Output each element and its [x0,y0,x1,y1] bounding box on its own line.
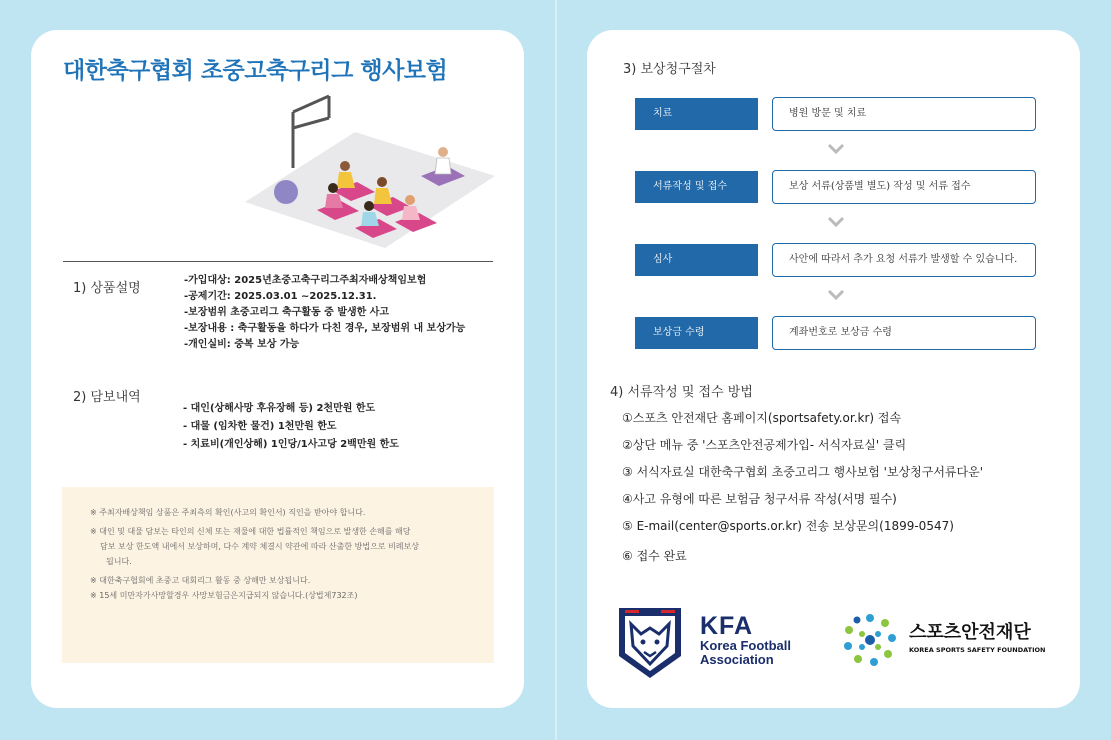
product-line: -가입대상: 2025년초중고축구리그주최자배상책임보험 [184,275,427,286]
step-review-desc: 사안에 따라서 추가 요청 서류가 발생할 수 있습니다. [772,243,1036,277]
page-fold-divider [555,0,557,740]
page-title: 대한축구협회 초중고축구리그 행사보험 [63,58,448,84]
product-line: -개인실비: 중복 보상 가능 [184,339,300,350]
yoga-class-illustration [245,88,495,248]
step-payment-label: 보상금 수령 [635,317,758,349]
left-panel [31,30,524,708]
step-payment-desc: 계좌번호로 보상금 수령 [772,316,1036,350]
submission-method-heading: 4) 서류작성 및 접수 방법 [610,385,753,400]
method-item: ①스포츠 안전재단 홈페이지(sportsafety.or.kr) 접속 [622,411,902,425]
ssf-english-name: KOREA SPORTS SAFETY FOUNDATION [909,646,1046,654]
coverage-line: - 대물 (임차한 물건) 1천만원 한도 [183,421,337,432]
kfa-line1: Korea Football [700,638,792,653]
method-item: ④사고 유형에 따른 보험금 청구서류 작성(서명 필수) [622,492,897,506]
product-description-list [184,273,465,353]
method-item: ⑤ E-mail(center@sports.or.kr) 전송 보상문의(1899-0547) [622,519,954,533]
kfa-name: KFA [700,612,753,640]
step-treatment-desc: 병원 방문 및 치료 [772,97,1036,131]
product-line: -보장내용 : 축구활동을 하다가 다친 경우, 보장범위 내 보상가능 [184,323,466,334]
step-documents-desc: 보상 서류(상품별 별도) 작성 및 서류 접수 [772,170,1036,204]
kfa-logo-text [700,613,791,667]
ssf-name: 스포츠안전재단 [909,622,1031,643]
section-divider [63,261,493,262]
submission-method-list [622,407,983,572]
coverage-details-heading: 2) 담보내역 [73,390,141,405]
step-review-label: 심사 [635,244,758,276]
ssf-logo-text [909,622,1046,654]
note-line: ※ 주최자배상책임 상품은 주최측의 확인(사고의 확인서) 직인을 받아야 합니다. [90,508,366,517]
right-panel [587,30,1080,708]
method-item: ⑥ 접수 완료 [622,549,687,563]
notes-box [62,487,494,663]
kfa-line2: Association [700,652,774,667]
claim-process-heading: 3) 보상청구절차 [623,62,716,77]
note-line: ※ 대인 및 대물 담보는 타인의 신체 또는 재물에 대한 법률적인 책임으로 발생한 손해를 해당 [90,527,411,536]
note-line: 담보 보상 한도액 내에서 보상하며, 다수 계약 체결시 약관에 따라 산출한 방법으로 비례보상 [100,542,419,551]
chevron-down-icon [827,289,845,301]
chevron-down-icon [827,143,845,155]
coverage-details-list [183,400,399,454]
method-item: ②상단 메뉴 중 '스포츠안전공제가입- 서식자료실' 클릭 [622,438,907,452]
product-line: -공제기간: 2025.03.01 ~2025.12.31. [184,291,377,302]
step-treatment-label: 치료 [635,98,758,130]
coverage-line: - 치료비(개인상해) 1인당/1사고당 2백만원 한도 [183,439,399,450]
coverage-line: - 대인(상해사망 후유장해 등) 2천만원 한도 [183,403,376,414]
chevron-down-icon [827,216,845,228]
method-item: ③ 서식자료실 대한축구협회 초중고리그 행사보험 '보상청구서류다운' [622,465,984,479]
kfa-tiger-emblem-icon [617,606,683,680]
product-description-heading: 1) 상품설명 [73,281,141,296]
note-line: ※ 15세 미만자가사망할경우 사망보험금은지급되지 않습니다.(상법제732조) [90,591,358,600]
product-line: -보장범위 초중고리그 축구활동 중 발생한 사고 [184,307,390,318]
sports-safety-foundation-logo-icon [840,610,900,670]
note-line: 됩니다. [106,557,132,566]
step-documents-label: 서류작성 및 접수 [635,171,758,203]
note-line: ※ 대한축구협회에 초중고 대회리그 활동 중 상해만 보상됩니다. [90,576,311,585]
